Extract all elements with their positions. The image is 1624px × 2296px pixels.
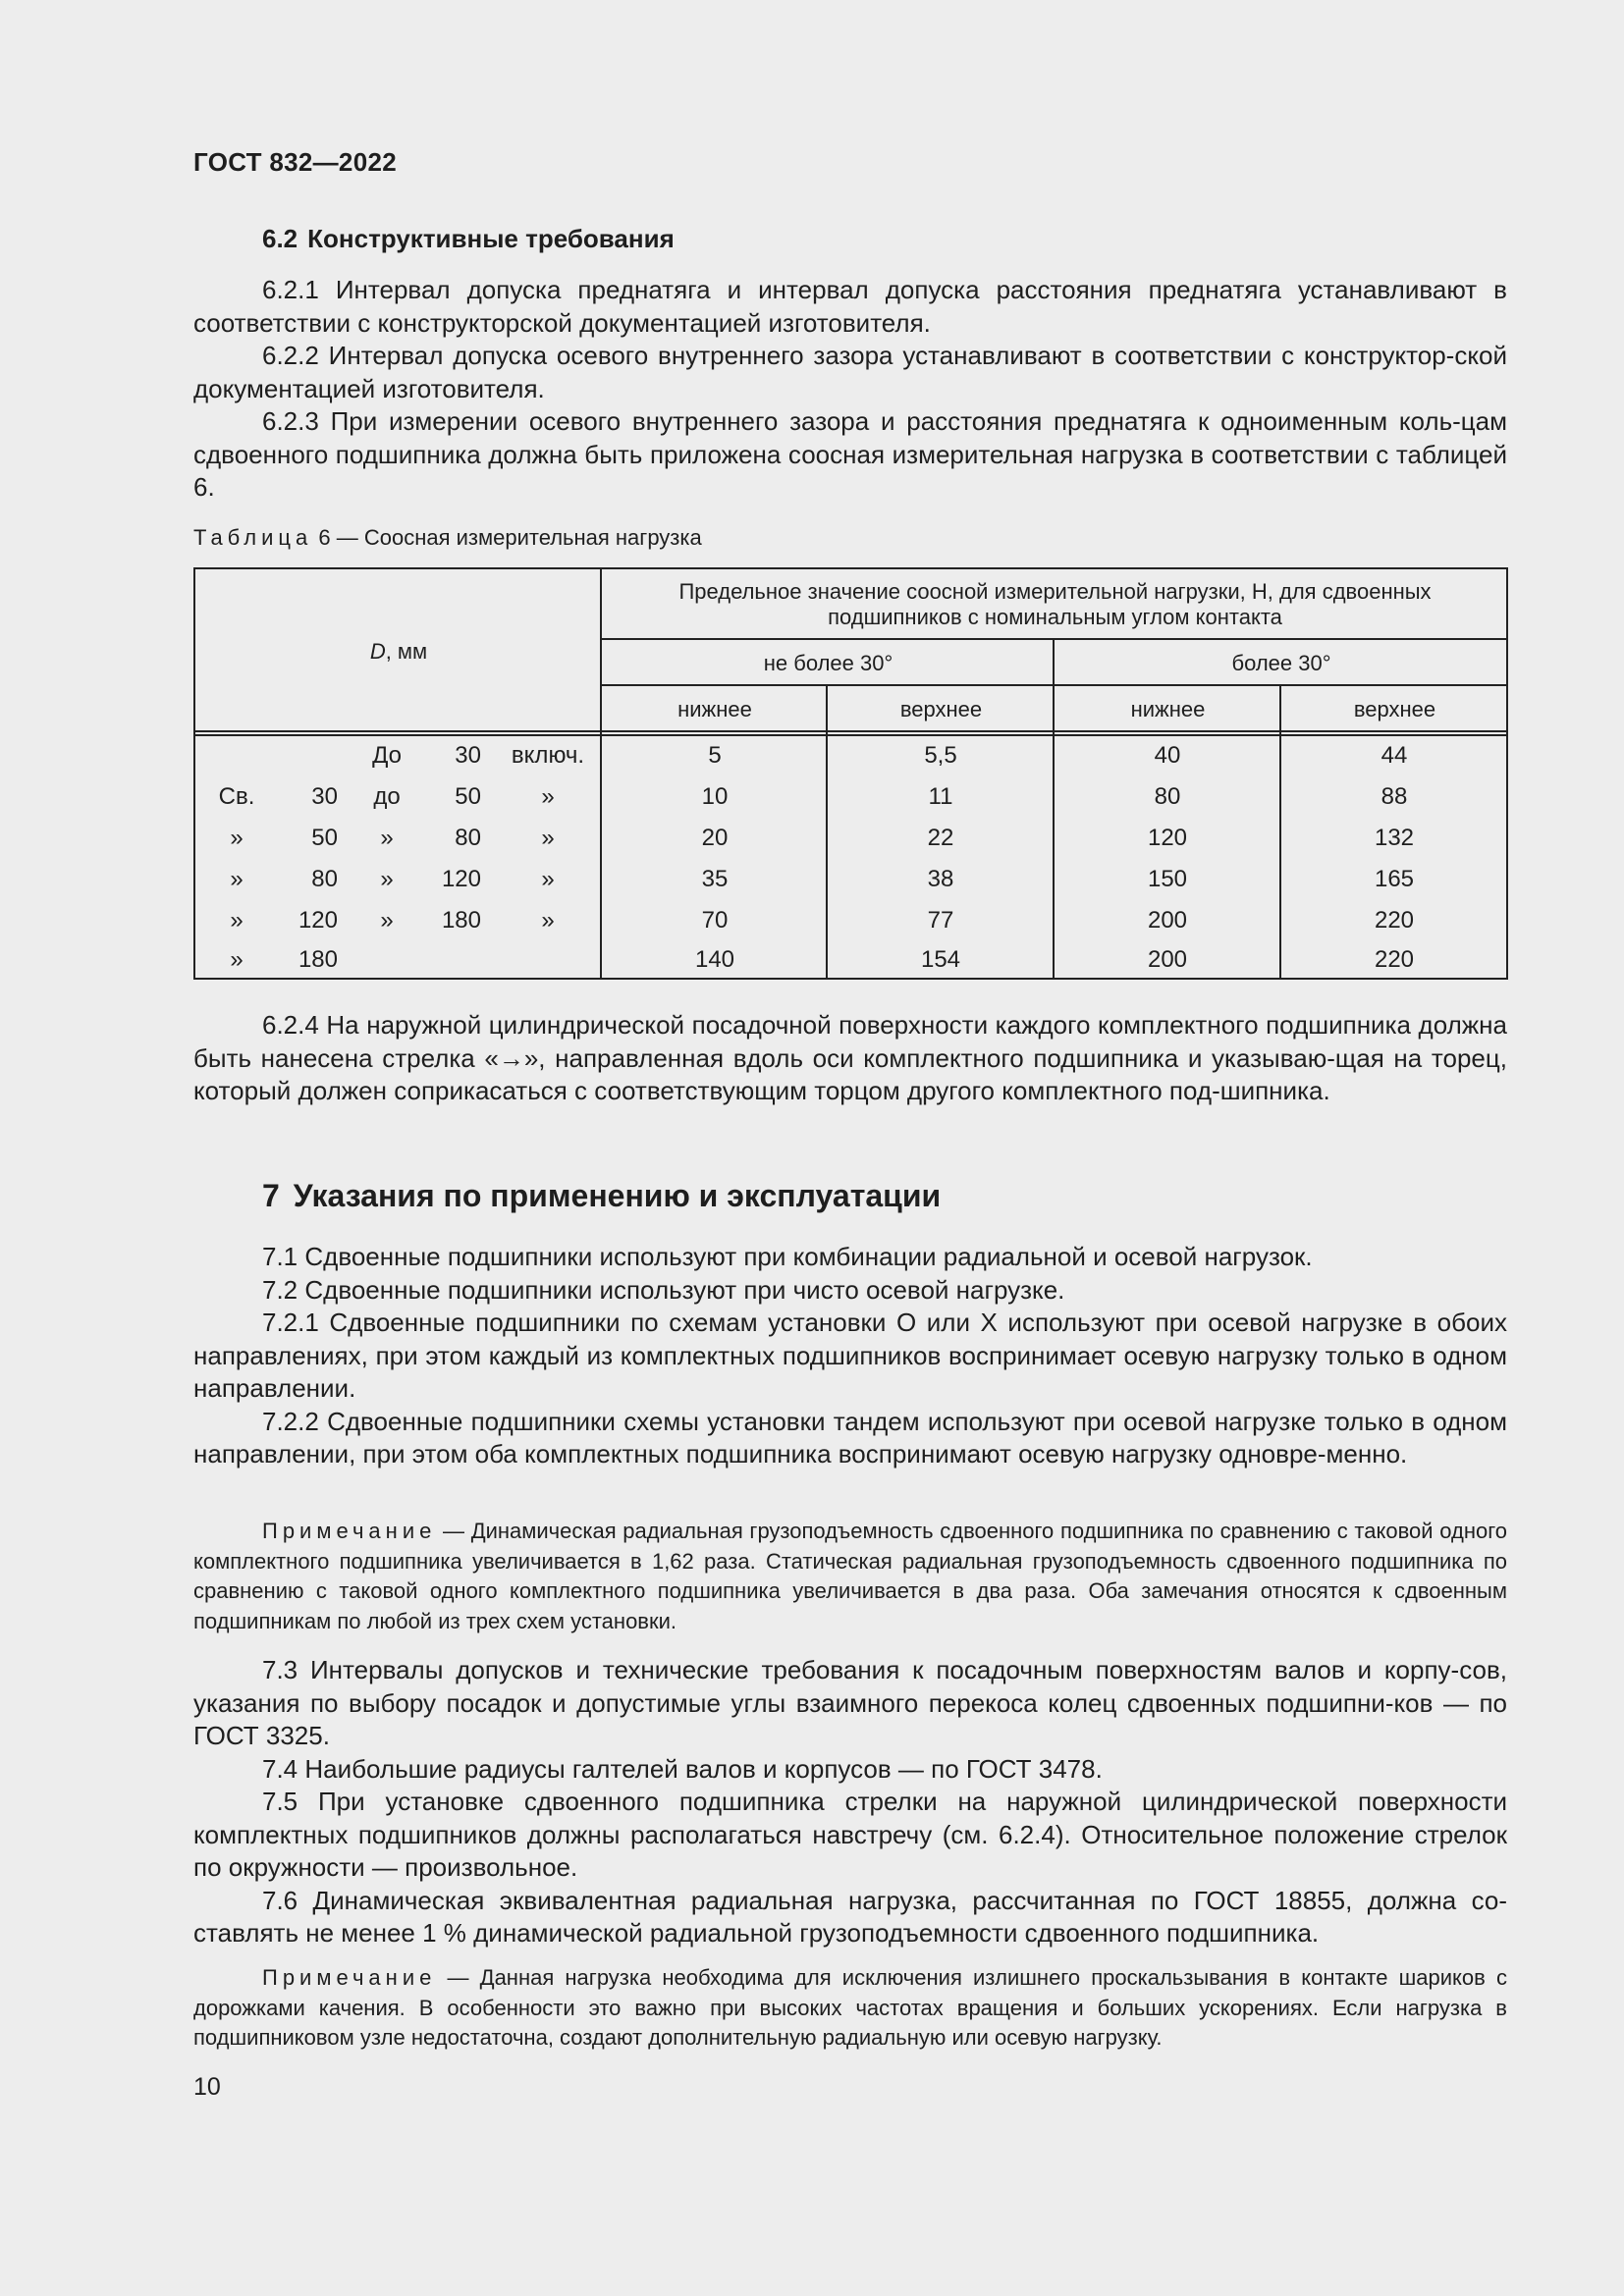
table-cell: 35 [701,866,729,892]
row-suffix: » [541,907,555,934]
table-divider [600,569,602,978]
row-from: 80 [311,866,338,892]
table-cell: 88 [1380,783,1408,810]
table-cell: 40 [1154,742,1181,769]
table-cell: 150 [1147,866,1188,892]
table-header-separator [195,730,1506,736]
table-cell: 200 [1147,946,1188,973]
table-cell: 77 [927,907,954,934]
table-cell: 154 [920,946,961,973]
paragraph-7-3: 7.3 Интервалы допусков и технические требования к посадочным поверхностям валов и корпу-сов, указания по выбору посадок и допустимые углы взаимного перекоса колец сдвоенных подшипни-ков — по ГОСТ 3325. [193,1655,1507,1750]
table-cell: 220 [1374,946,1415,973]
table-cell: 5 [708,742,722,769]
table-subheader: нижнее [677,696,752,721]
note-2 [193,1963,1507,2054]
paragraph-6-2-2: 6.2.2 Интервал допуска осевого внутреннего зазора устанавливают в соответствии с конструктор-ской документацией изготовителя. [193,341,1507,403]
table-6-caption [193,525,702,551]
row-to-word: До [372,742,402,769]
table-subheader: верхнее [1353,696,1436,721]
table-caption-text: 6 — Соосная измерительная нагрузка [312,525,702,550]
row-prefix: Св. [218,783,255,810]
table-header-angle-1: не более 30° [763,650,893,675]
section-6-2-heading [262,224,675,254]
table-caption-label: Таблица [193,525,313,550]
header-d-text: D, мм [369,639,428,664]
paragraph-7-5: 7.5 При установке сдвоенного подшипника стрелки на наружной цилиндрической поверхности комплектных подшипников должны располагаться навстречу (см. 6.2.4). Относительное положение стрелок по окружности — произвольное. [193,1787,1507,1882]
paragraph-7-2-2: 7.2.2 Сдвоенные подшипники схемы установки тандем используют при осевой нагрузке только в одном направлении, при этом оба комплектных подшипника воспринимают осевую нагрузку одновре-менно. [193,1406,1507,1468]
table-subheader: верхнее [899,696,983,721]
section-number: 6.2 [262,224,298,253]
row-from: 30 [311,783,338,810]
row-to: 80 [455,825,481,851]
table-cell: 20 [701,825,729,851]
paragraph-6-2-4-block [193,1009,1507,1108]
table-cell: 44 [1380,742,1408,769]
table-header-d [195,569,602,734]
paragraph-6-2-4: 6.2.4 На наружной цилиндрической посадочной поверхности каждого комплектного подшипника должна быть нанесена стрелка «→», направленная вдоль оси комплектного подшипника и указываю-щая на торец, который должен соприкасаться с соответствующим торцом другого комплектного под-шипника. [193,1010,1507,1105]
note-body: — Данная нагрузка необходима для исключения излишнего проскальзывания в контакте шариков с дорожками качения. В особенности это важно при высоких частотах вращения и больших ускорениях. Если нагрузка в подшипниковом узле недостаточна, создают дополнительную радиальную или осевую нагрузку. [193,1965,1507,2050]
row-to-word: » [380,866,394,892]
table-6 [193,567,1508,980]
row-to: 30 [455,742,481,769]
row-from: 120 [298,907,338,934]
table-cell: 165 [1374,866,1415,892]
table-cell: 38 [927,866,954,892]
row-prefix: » [230,866,244,892]
row-to-word: » [380,907,394,934]
row-to-word: » [380,825,394,851]
table-cell: 80 [1154,783,1181,810]
row-to-word: до [373,783,401,810]
section-title: Конструктивные требования [307,224,675,253]
row-to: 50 [455,783,481,810]
section-number: 7 [262,1178,280,1213]
row-suffix: » [541,866,555,892]
row-from: 180 [298,946,338,973]
row-suffix: » [541,783,555,810]
table-cell: 70 [701,907,729,934]
note-label: Примечание [262,1519,437,1543]
table-subheader: нижнее [1130,696,1206,721]
section-6-2-body [193,274,1507,505]
table-divider [1053,640,1055,978]
table-cell: 220 [1374,907,1415,934]
document-header: ГОСТ 832—2022 [193,147,397,177]
note-2-text [193,1963,1507,2054]
paragraph-6-2-1: 6.2.1 Интервал допуска преднатяга и интервал допуска расстояния преднатяга устанавливают в соответствии с конструкторской документацией изготовителя. [193,275,1507,338]
row-to: 180 [441,907,481,934]
table-cell: 140 [694,946,735,973]
table-cell: 22 [927,825,954,851]
section-7-heading [262,1178,941,1214]
note-label: Примечание [262,1965,437,1990]
note-1-text [193,1517,1507,1636]
paragraph-7-4: 7.4 Наибольшие радиусы галтелей валов и корпусов — по ГОСТ 3478. [262,1753,1103,1784]
paragraph-7-1: 7.1 Сдвоенные подшипники используют при комбинации радиальной и осевой нагрузок. [262,1242,1313,1271]
section-7-body-a [193,1241,1507,1471]
section-7-body-b [193,1654,1507,1950]
page-number: 10 [193,2073,221,2101]
section-title: Указания по применению и эксплуатации [293,1178,942,1213]
table-cell: 10 [701,783,729,810]
table-cell: 120 [1147,825,1188,851]
row-prefix: » [230,825,244,851]
table-divider [602,638,1508,640]
table-cell: 200 [1147,907,1188,934]
paragraph-7-2: 7.2 Сдвоенные подшипники используют при чисто осевой нагрузке. [262,1274,1065,1305]
row-prefix: » [230,907,244,934]
table-header-group: Предельное значение соосной измерительной нагрузки, Н, для сдвоенных подшипников с номинальным углом контакта [678,579,1432,629]
table-cell: 11 [928,783,953,810]
paragraph-7-6: 7.6 Динамическая эквивалентная радиальная нагрузка, рассчитанная по ГОСТ 18855, должна со-ставлять не менее 1 % динамической радиальной грузоподъемности сдвоенного подшипника. [193,1885,1507,1948]
note-1 [193,1517,1507,1636]
row-to: 120 [441,866,481,892]
paragraph-7-2-1: 7.2.1 Сдвоенные подшипники по схемам установки О или Х используют при осевой нагрузке в обоих направлениях, при этом каждый из комплектных подшипников воспринимает осевую нагрузку только в одном направлении. [193,1308,1507,1403]
table-header-angle-2: более 30° [1231,650,1331,675]
row-from: 50 [311,825,338,851]
paragraph-6-2-3: 6.2.3 При измерении осевого внутреннего зазора и расстояния преднатяга к одноименным коль-цам сдвоенного подшипника должна быть приложена соосная измерительная нагрузка в соответствии с таблицей 6. [193,406,1507,502]
table-cell: 5,5 [924,742,957,769]
row-prefix: » [230,946,244,973]
row-suffix: » [541,825,555,851]
table-cell: 132 [1374,825,1415,851]
note-body: — Динамическая радиальная грузоподъемность сдвоенного подшипника по сравнению с таковой одного комплектного подшипника увеличивается в 1,62 раза. Статическая радиальная грузоподъемность сдвоенного подшипника по сравнению с таковой одного комплектного подшипника увеличивается в два раза. Оба замечания относятся к сдвоенным подшипникам по любой из трех схем установки. [193,1519,1507,1633]
row-suffix: включ. [511,742,585,769]
table-divider [602,684,1508,686]
